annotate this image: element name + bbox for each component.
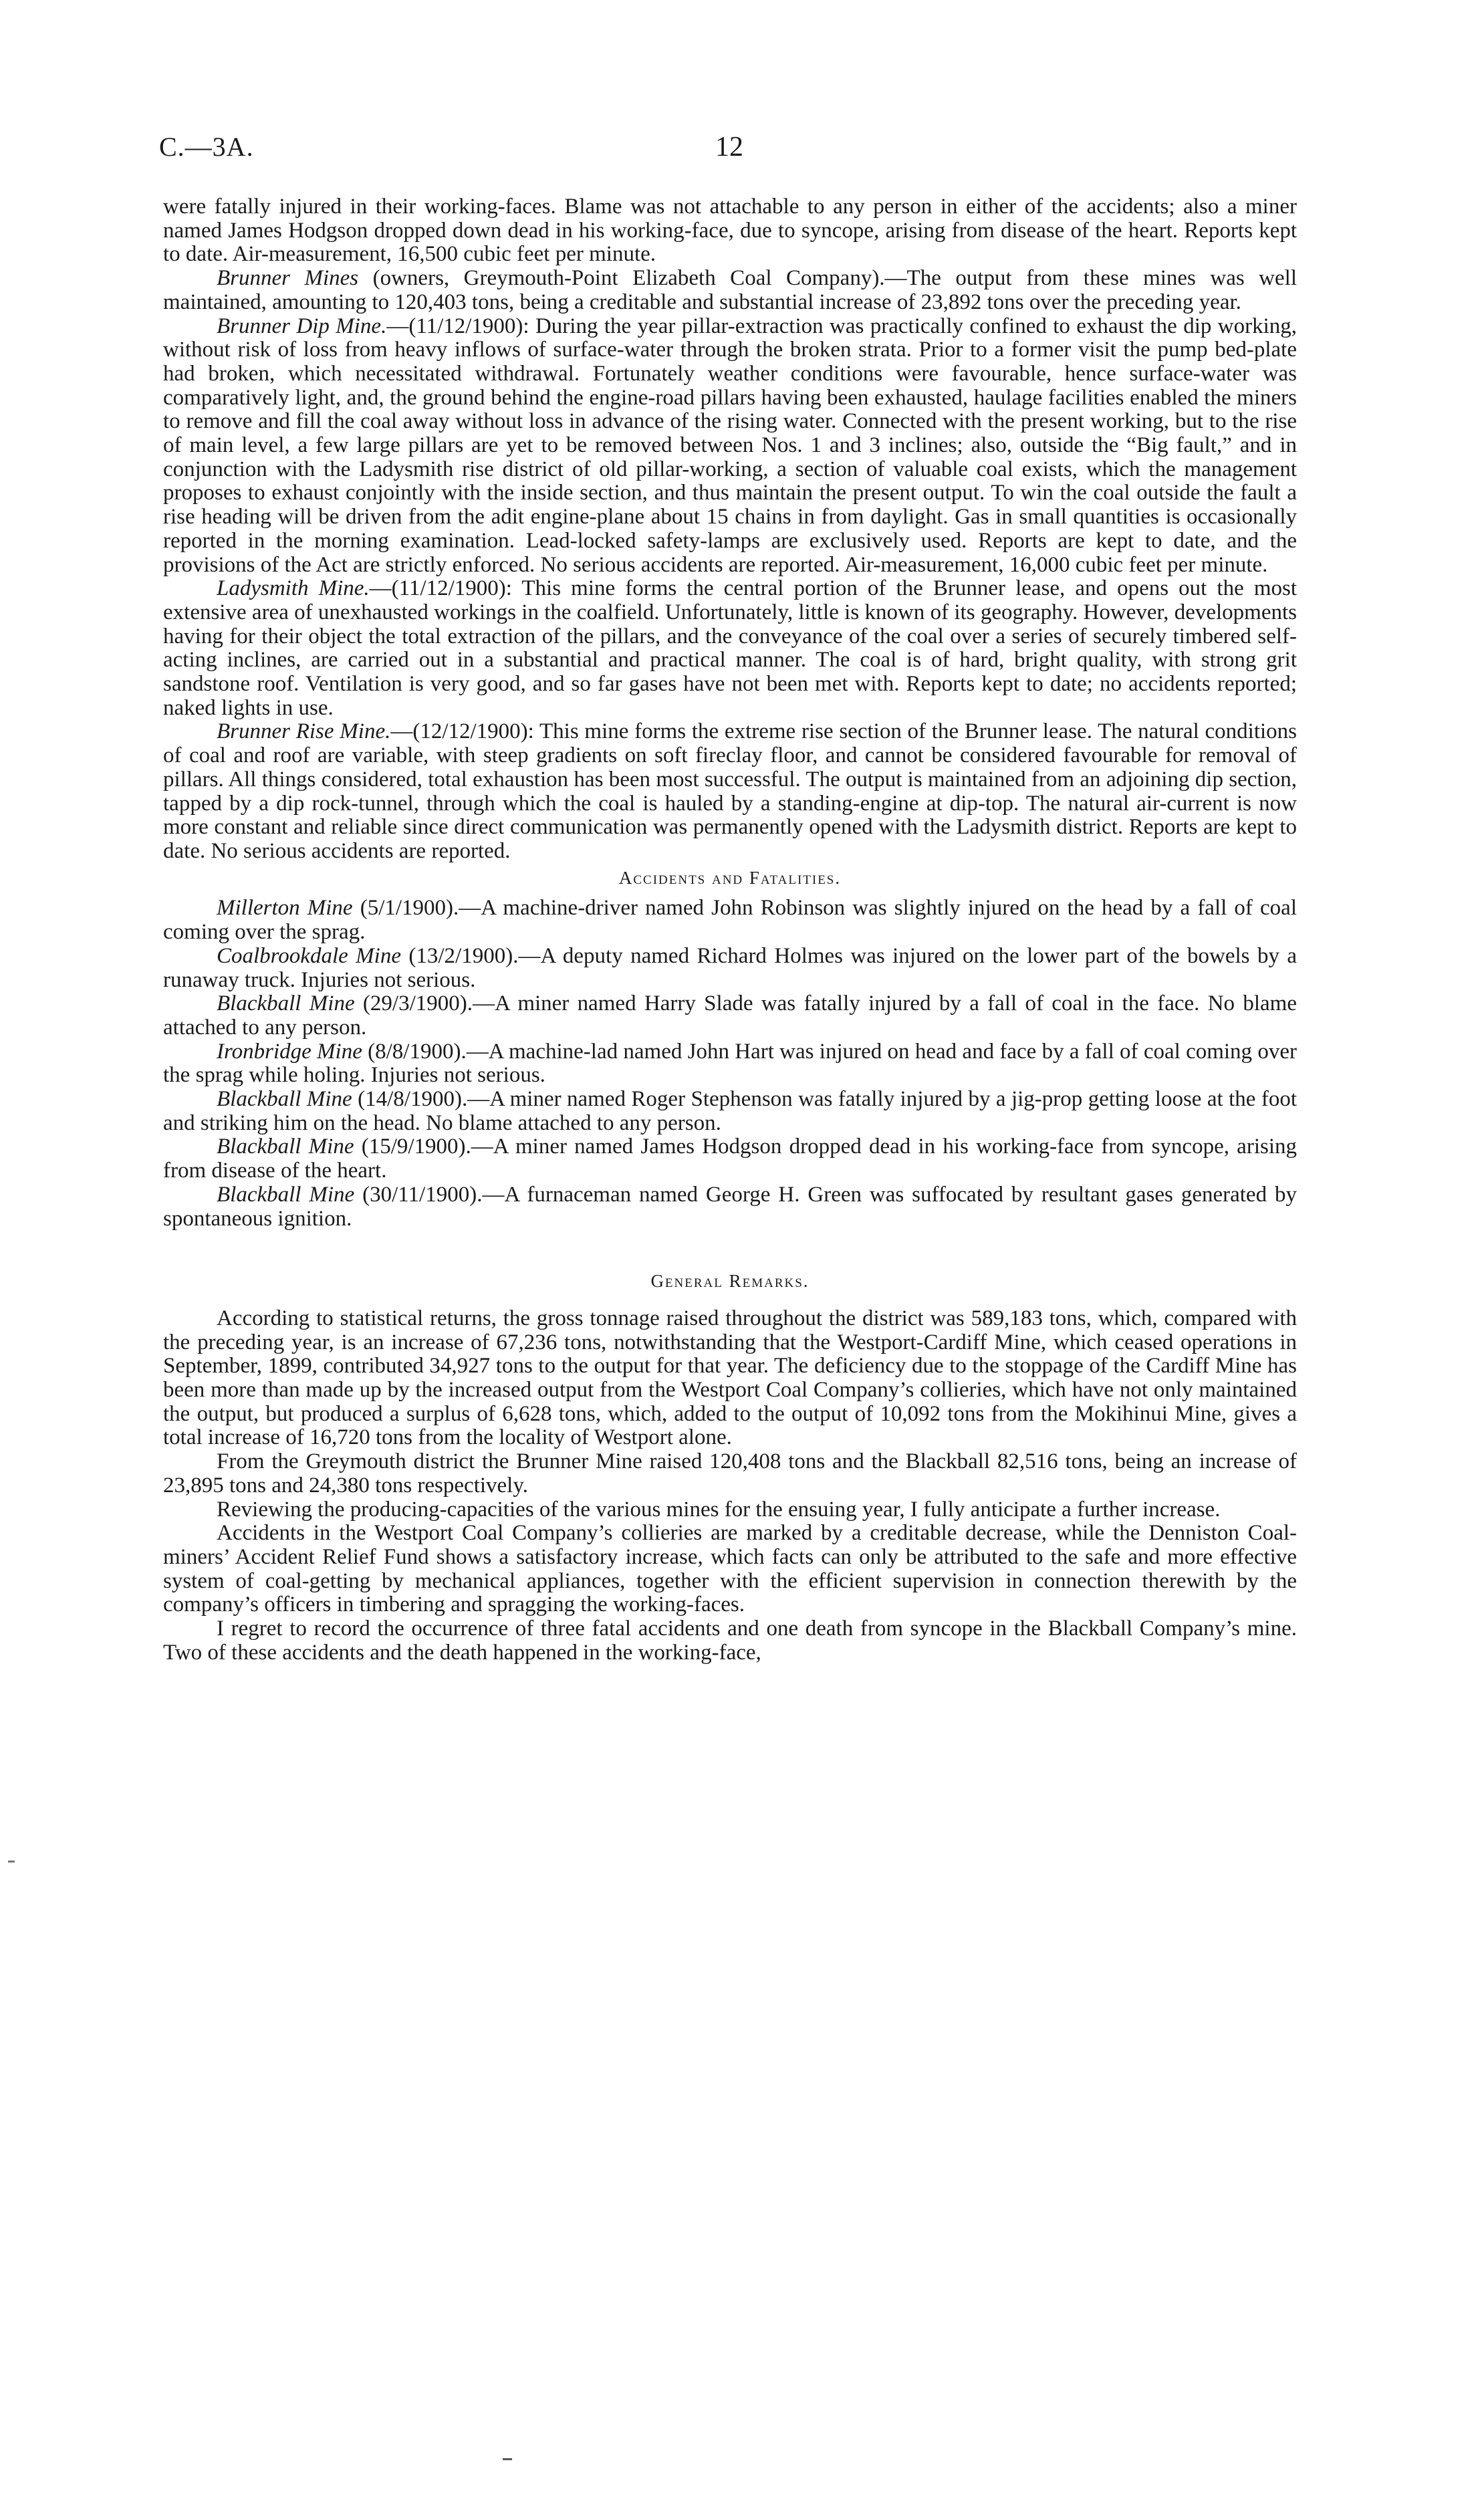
mine-name: Brunner Mines bbox=[217, 266, 359, 291]
accident-entry bbox=[163, 992, 1297, 1040]
mine-name: Ironbridge Mine bbox=[217, 1039, 362, 1064]
remarks-paragraph: Reviewing the producing-capacities of the various mines for the ensuing year, I fully anticipate a further increase. bbox=[217, 1497, 1221, 1522]
mine-name: Brunner Dip Mine. bbox=[217, 314, 387, 338]
accident-entry bbox=[163, 1088, 1297, 1135]
document-code: C.—3A. bbox=[159, 132, 254, 162]
paragraph-brunner-mines bbox=[163, 267, 1297, 314]
section-heading-accidents: Accidents and Fatalities. bbox=[618, 867, 842, 888]
paragraph-text: (owners, Greymouth-Point Elizabeth Coal Company).—The output from these mines was well maintained, amounting to 120,403 tons, being a creditable and substantial increase of 23,892 tons over the preceding year. bbox=[163, 266, 1297, 314]
paragraph-text: —(11/12/1900): This mine forms the central portion of the Brunner lease, and opens out the most extensive area of unexhausted workings in the coalfield. Unfortunately, little is known of its geography. However, developments having for their object the total extraction of the pillars, and the conveyance of the coal over a series of securely timbered self-acting inclines, are carried out in a substantial and practical manner. The coal is of hard, bright quality, with strong grit sandstone roof. Ventilation is very good, and so far gases have not been met with. Reports kept to date; no accidents reported; naked lights in use. bbox=[163, 576, 1297, 720]
accident-text: (8/8/1900).—A machine-lad named John Hart was injured on head and face by a fall of coal coming over the sprag while holing. Injuries not serious. bbox=[163, 1039, 1297, 1088]
accident-text: (30/11/1900).—A furnaceman named George H. Green was suffocated by resultant gases generated by spontaneous ignition. bbox=[163, 1182, 1297, 1231]
paragraph-brunner-dip-mine bbox=[163, 315, 1297, 578]
mine-name: Millerton Mine bbox=[217, 896, 353, 921]
mine-name: Brunner Rise Mine. bbox=[217, 719, 391, 744]
accident-entry bbox=[163, 1040, 1297, 1088]
paragraph-text: —(11/12/1900): During the year pillar-extraction was practically confined to exhaust the dip working, without risk of loss from heavy inflows of surface-water through the broken strata. Prior to a former visit the pump bed-plate had broken, which necessitated withdrawal. Fortunately weather conditions were favourable, hence surface-water was comparatively light, and, the ground behind the engine-road pillars having been exhausted, haulage facilities enabled the miners to remove and fill the coal away without loss in advance of the rising water. Connected with the present working, but to the rise of main level, a few large pillars are yet to be removed between Nos. 1 and 3 inclines; also, outside the “Big fault,” and in conjunction with the Ladysmith rise district of old pillar-working, a section of valuable coal exists, which the management proposes to exhaust conjointly with the inside section, and thus maintain the present output. To win the coal outside the fault a rise heading will be driven from the adit engine-plane about 15 chains in from daylight. Gas in small quantities is occasionally reported in the morning examination. Lead-locked safety-lamps are exclusively used. Reports are kept to date, and the provisions of the Act are strictly enforced. No serious accidents are reported. Air-measurement, 16,000 cubic feet per minute. bbox=[163, 314, 1297, 577]
remarks-paragraph: According to statistical returns, the gross tonnage raised throughout the district was 589,183 tons, which, compared with the preceding year, is an increase of 67,236 tons, notwithstanding that the Westport-Cardiff Mine, which ceased operations in September, 1899, contributed 34,927 tons to the output for that year. The deficiency due to the stoppage of the Cardiff Mine has been more than made up by the increased output from the Westport Coal Company’s collieries, which have not only maintained the output, but produced a surplus of 6,628 tons, which, added to the output of 10,092 tons from the Mokihinui Mine, gives a total increase of 16,720 tons from the locality of Westport alone. bbox=[163, 1306, 1297, 1450]
paragraph-continuation: were fatally injured in their working-faces. Blame was not attachable to any person in either of the accidents; also a miner named James Hodgson dropped down dead in his working-face, due to syncope, arising from disease of the heart. Reports kept to date. Air-measurement, 16,500 cubic feet per minute. bbox=[163, 195, 1297, 267]
remarks-paragraph: Accidents in the Westport Coal Company’s collieries are marked by a creditable decrease, while the Denniston Coal-miners’ Accident Relief Fund shows a satisfactory increase, which facts can only be attributed to the safe and more effective system of coal-getting by mechanical appliances, together with the efficient supervision in connection therewith by the company’s officers in timbering and spragging the working-faces. bbox=[163, 1521, 1297, 1617]
accident-text: (29/3/1900).—A miner named Harry Slade was fatally injured by a fall of coal in the face. No blame attached to any person. bbox=[163, 991, 1297, 1040]
mine-name: Coalbrookdale Mine bbox=[217, 943, 401, 968]
page-number: 12 bbox=[715, 132, 743, 162]
remarks-paragraph: I regret to record the occurrence of three fatal accidents and one death from syncope in the Blackball Company’s mine. Two of these accidents and the death happened in the working-face, bbox=[163, 1617, 1297, 1665]
mine-name: Ladysmith Mine. bbox=[217, 576, 370, 601]
print-mark bbox=[503, 2458, 512, 2460]
accident-text: (13/2/1900).—A deputy named Richard Holmes was injured on the lower part of the bowels by a runaway truck. Injuries not serious. bbox=[163, 943, 1297, 992]
paragraph-brunner-rise-mine bbox=[163, 720, 1297, 863]
page-header bbox=[159, 131, 1295, 178]
accident-text: (14/8/1900).—A miner named Roger Stephenson was fatally injured by a jig-prop getting loose at the foot and striking him on the head. No blame attached to any person. bbox=[163, 1087, 1297, 1135]
accident-entry bbox=[163, 1135, 1297, 1183]
accident-entry bbox=[163, 945, 1297, 992]
paragraph-text: —(12/12/1900): This mine forms the extreme rise section of the Brunner lease. The natural conditions of coal and roof are variable, with steep gradients on soft fireclay floor, and cannot be considered favourable for removal of pillars. All things considered, total exhaustion has been most successful. The output is maintained from an adjoining dip section, tapped by a dip rock-tunnel, through which the coal is hauled by a standing-engine at dip-top. The natural air-current is now more constant and reliable since direct communication was permanently opened with the Ladysmith district. Reports are kept to date. No serious accidents are reported. bbox=[163, 719, 1297, 863]
paragraph-ladysmith-mine bbox=[163, 577, 1297, 720]
mine-name: Blackball Mine bbox=[217, 1182, 355, 1207]
mine-name: Blackball Mine bbox=[217, 1087, 352, 1112]
accident-text: (15/9/1900).—A miner named James Hodgson dropped dead in his working-face from syncope, arising from disease of the heart. bbox=[163, 1134, 1297, 1183]
remarks-paragraph: From the Greymouth district the Brunner Mine raised 120,408 tons and the Blackball 82,516 tons, being an increase of 23,895 tons and 24,380 tons respectively. bbox=[163, 1449, 1297, 1498]
body-text bbox=[163, 195, 1297, 1665]
accident-entry bbox=[163, 896, 1297, 944]
accident-text: (5/1/1900).—A machine-driver named John Robinson was slightly injured on the head by a fall of coal coming over the sprag. bbox=[163, 896, 1297, 945]
section-heading-general-remarks: General Remarks. bbox=[650, 1271, 810, 1292]
mine-name: Blackball Mine bbox=[217, 991, 355, 1016]
mine-name: Blackball Mine bbox=[217, 1134, 354, 1159]
accident-entry bbox=[163, 1183, 1297, 1231]
scan-edge-mark bbox=[8, 1861, 15, 1863]
